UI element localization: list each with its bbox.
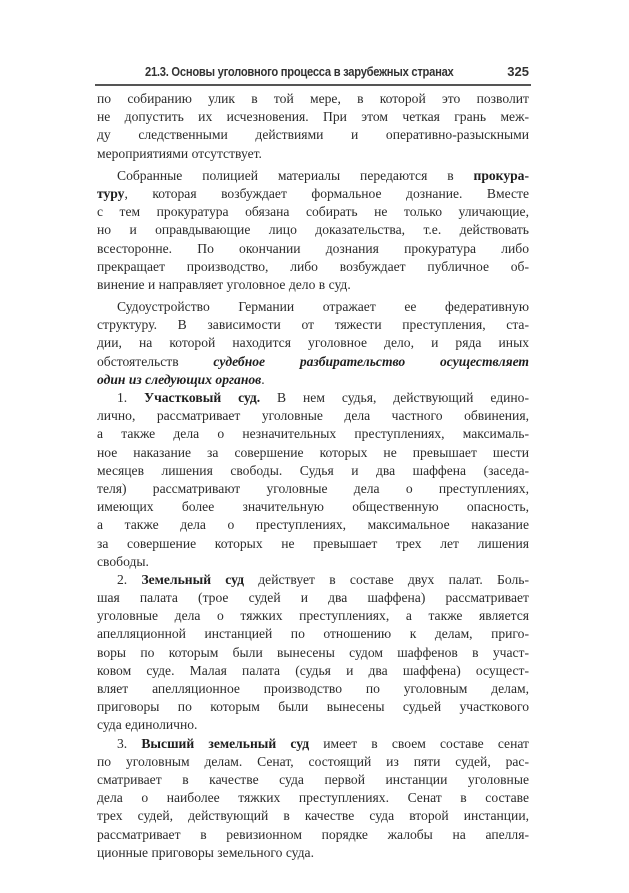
text-line: шая палата (трое судей и два шаффена) рассматривает <box>97 590 529 606</box>
text-line: уголовные дела о тяжких преступлениях, а также является <box>97 608 529 624</box>
term-bold: прокура- <box>473 167 529 183</box>
text-line: ционные приговоры земельного суда. <box>97 844 314 860</box>
term-bold: Высший земельный суд <box>141 735 310 751</box>
paragraph-prosecution <box>97 167 529 294</box>
text-line: теля) рассматривают уголовные дела о преступлениях, <box>97 480 529 496</box>
text-line: за совершение которых не превышает трех лет лишения <box>97 535 529 551</box>
text-line: обстоятельств судебное разбирательство осуществляет <box>97 353 529 369</box>
text-line: винение и направляет уголовное дело в суд. <box>97 276 351 292</box>
term-bold: Земельный суд <box>141 571 244 587</box>
running-header <box>95 62 531 86</box>
text-line: ду следственными действиями и оперативно-разыскными <box>97 127 529 143</box>
text-line: ное наказание за совершение которых не превышает шести <box>97 444 529 460</box>
text-line: трех судей, действующий в качестве суда второй инстанции, <box>97 808 529 824</box>
text-line: а также дела о незначительных преступлениях, максималь- <box>97 426 529 442</box>
text-line: не допустить их исчезновения. При этом четкая грань меж- <box>97 109 529 125</box>
text-line: а также дела о преступлениях, максимальное наказание <box>97 517 529 533</box>
text-line: с тем прокуратура обязана собирать не только уличающие, <box>97 204 529 220</box>
paragraph-land-court <box>97 571 529 735</box>
text-line: структуру. В зависимости от тяжести преступления, ста- <box>97 317 529 333</box>
text-line: вляет апелляционное производство по уголовным делам, <box>97 681 529 696</box>
text-line: туру, которая возбуждает формальное дознание. Вместе <box>97 185 529 201</box>
text-line: апелляционной инстанцией по отношению к делам, приго- <box>97 626 529 642</box>
text-line: прекращает производство, либо возбуждает публичное об- <box>97 258 529 274</box>
paragraph-district-court <box>97 389 529 571</box>
text-line: 1. Участковый суд. В нем судья, действующий едино- <box>117 390 529 405</box>
text-line: месяцев лишения свободы. Судья и два шаффена (заседа- <box>97 462 529 478</box>
body-text <box>97 90 529 862</box>
text-line: 3. Высший земельный суд имеет в своем составе сенат <box>117 735 529 751</box>
paragraph-judiciary <box>97 298 529 389</box>
text-line: воры по которым были вынесены судом шаффенов в участ- <box>97 644 529 660</box>
text-line: сматривает в качестве суда первой инстанции уголовные <box>97 771 529 787</box>
paragraph-higher-land-court <box>97 735 529 862</box>
text-line: рассматривает в ревизионном порядке жалобы на апелля- <box>97 826 529 842</box>
text-line: дии, на которой находится уголовное дело, и ряда иных <box>97 335 529 351</box>
page-number: 325 <box>507 64 529 79</box>
text-line: Собранные полицией материалы передаются в прокура- <box>117 167 529 183</box>
text-line: приговоры по которым были вынесены судьей участкового <box>97 699 529 715</box>
text-line: но и оправдывающие лицо доказательства, т.е. действовать <box>97 222 529 238</box>
text-line: мероприятиями отсутствует. <box>97 145 262 161</box>
emphasis-bold-italic: судебное разбирательство осуществляет <box>213 353 529 369</box>
text-line: всесторонне. По окончании дознания прокуратура либо <box>97 240 529 256</box>
text-line: по уголовным делам. Сенат, состоящий из пяти судей, рас- <box>97 753 529 769</box>
text-line: лично, рассматривает уголовные дела частного обвинения, <box>97 408 529 424</box>
text-line: свободы. <box>97 553 149 569</box>
text-line: один из следующих органов. <box>97 371 265 387</box>
text-line: Судоустройство Германии отражает ее федеративную <box>117 299 529 315</box>
text-line: 2. Земельный суд действует в составе двух палат. Боль- <box>117 571 529 587</box>
term-bold: Участковый суд. <box>144 390 261 405</box>
text-line: по собиранию улик в той мере, в которой это позволит <box>97 91 529 106</box>
header-title: 21.3. Основы уголовного процесса в зарубежных странах <box>145 64 454 79</box>
text-line: ковом суде. Малая палата (судья и два шаффена) осущест- <box>97 662 529 678</box>
text-line: суда единолично. <box>97 717 198 733</box>
paragraph-continuation <box>97 90 529 163</box>
emphasis-bold-italic: один из следующих органов <box>97 371 262 387</box>
term-bold: туру <box>97 185 125 201</box>
text-line: дела о наиболее тяжких преступлениях. Сенат в составе <box>97 790 529 806</box>
text-line: имеющих более значительную общественную опасность, <box>97 499 529 515</box>
